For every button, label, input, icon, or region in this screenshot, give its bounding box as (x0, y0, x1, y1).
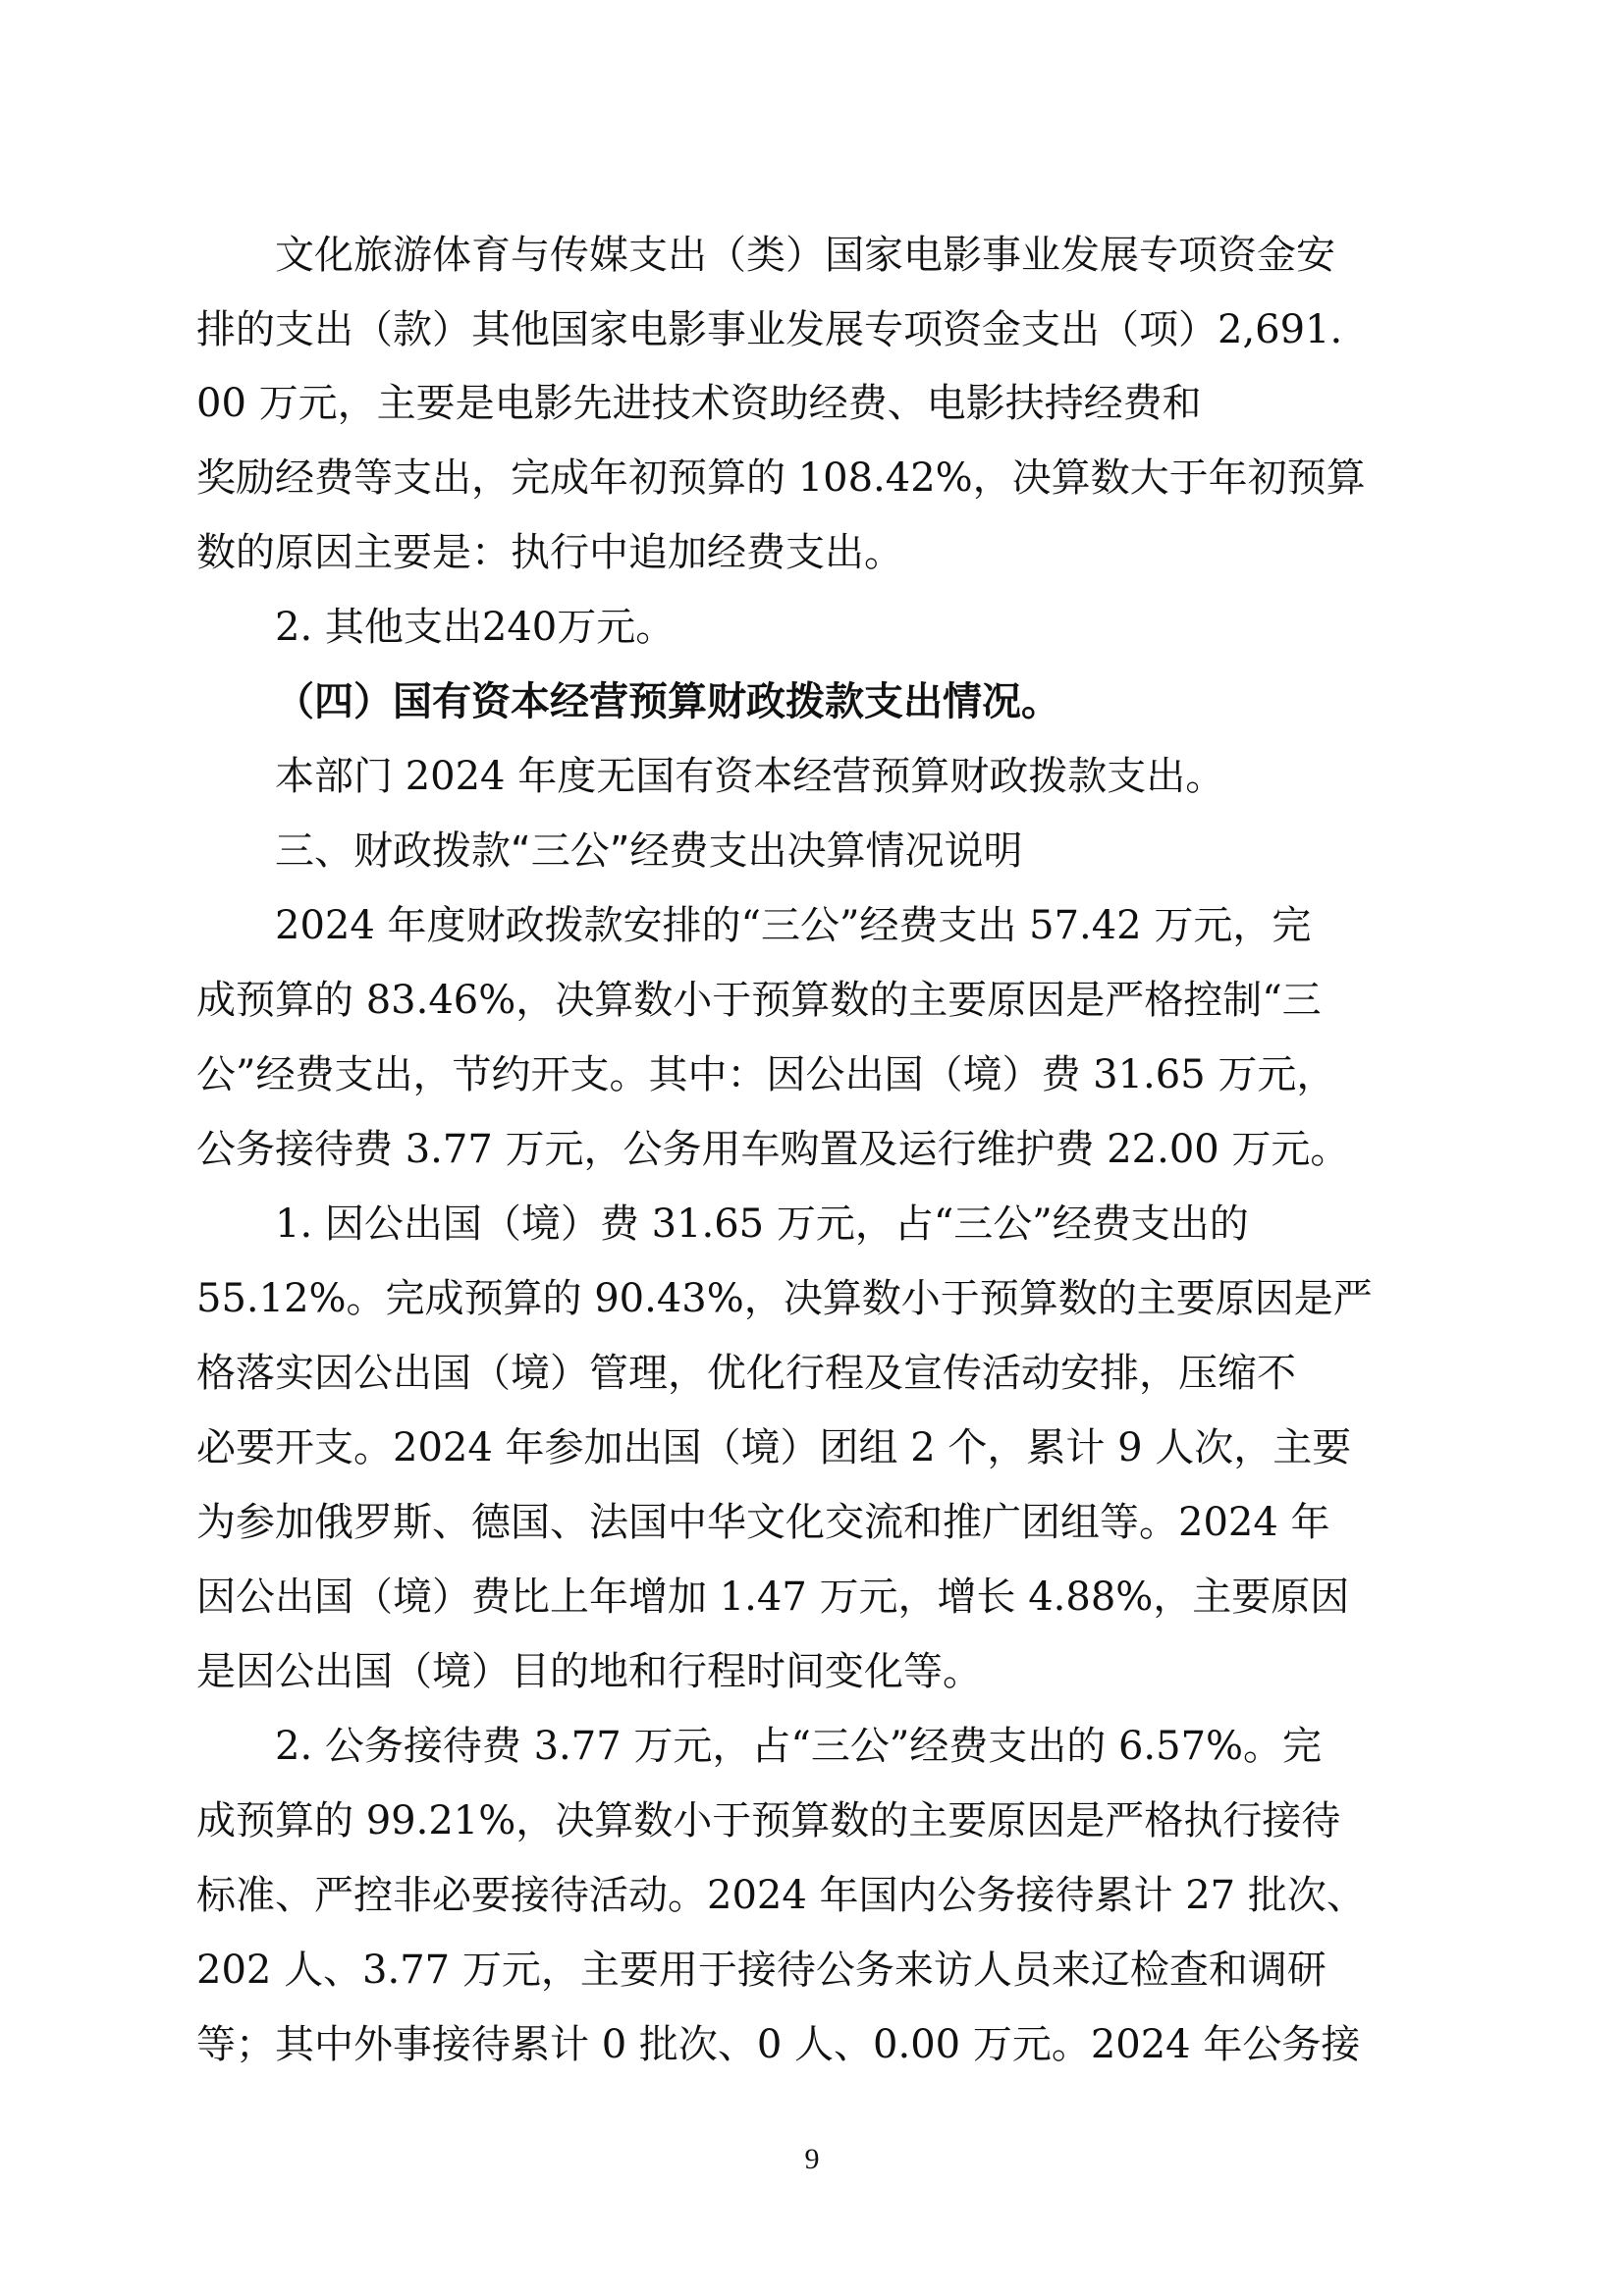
body-text-line: 为参加俄罗斯、德国、法国中华文化交流和推广团组等。2024 年 (196, 1500, 1330, 1545)
body-text-line: 2024 年度财政拨款安排的“三公”经费支出 57.42 万元，完 (275, 903, 1312, 948)
body-text-line: 公务接待费 3.77 万元，公务用车购置及运行维护费 22.00 万元。 (196, 1127, 1350, 1172)
section-heading-three-public: 三、财政拨款“三公”经费支出决算情况说明 (275, 828, 1023, 874)
body-text-line: 202 人、3.77 万元，主要用于接待公务来访人员来辽检查和调研 (196, 1948, 1326, 1993)
body-text-line: 奖励经费等支出，完成年初预算的 108.42%，决算数大于年初预算 (196, 455, 1366, 501)
body-text-line: 排的支出（款）其他国家电影事业发展专项资金支出（项）2,691. (196, 307, 1343, 352)
body-text-line: 00 万元，主要是电影先进技术资助经费、电影扶持经费和 (196, 381, 1202, 426)
body-text-line: 文化旅游体育与传媒支出（类）国家电影事业发展专项资金安 (275, 233, 1335, 278)
section-heading-capital-budget: （四）国有资本经营预算财政拨款支出情况。 (275, 679, 1060, 724)
body-text-line: 成预算的 99.21%，决算数小于预算数的主要原因是严格执行接待 (196, 1798, 1341, 1843)
body-text-line: 成预算的 83.46%，决算数小于预算数的主要原因是严格控制“三 (196, 978, 1322, 1023)
list-item-reception: 2. 公务接待费 3.77 万元，占“三公”经费支出的 6.57%。完 (275, 1724, 1323, 1769)
page-number: 9 (804, 2143, 820, 2175)
body-text-line: 公”经费支出，节约开支。其中：因公出国（境）费 31.65 万元， (196, 1052, 1336, 1097)
body-text-line: 格落实因公出国（境）管理，优化行程及宣传活动安排，压缩不 (196, 1351, 1296, 1396)
list-item-overseas-travel: 1. 因公出国（境）费 31.65 万元，占“三公”经费支出的 (275, 1201, 1249, 1247)
list-item-other-expenses: 2. 其他支出240万元。 (275, 605, 676, 650)
body-text-line: 数的原因主要是：执行中追加经费支出。 (196, 530, 903, 575)
body-text-line: 等；其中外事接待累计 0 批次、0 人、0.00 万元。2024 年公务接 (196, 2022, 1361, 2067)
body-text-line: 本部门 2024 年度无国有资本经营预算财政拨款支出。 (275, 754, 1225, 799)
body-text-line: 标准、严控非必要接待活动。2024 年国内公务接待累计 27 批次、 (196, 1873, 1366, 1918)
body-text-line: 55.12%。完成预算的 90.43%，决算数小于预算数的主要原因是严 (196, 1276, 1373, 1321)
body-text-line: 是因公出国（境）目的地和行程时间变化等。 (196, 1649, 982, 1694)
body-text-line: 必要开支。2024 年参加出国（境）团组 2 个，累计 9 人次，主要 (196, 1425, 1352, 1470)
body-text-line: 因公出国（境）费比上年增加 1.47 万元，增长 4.88%，主要原因 (196, 1575, 1350, 1620)
